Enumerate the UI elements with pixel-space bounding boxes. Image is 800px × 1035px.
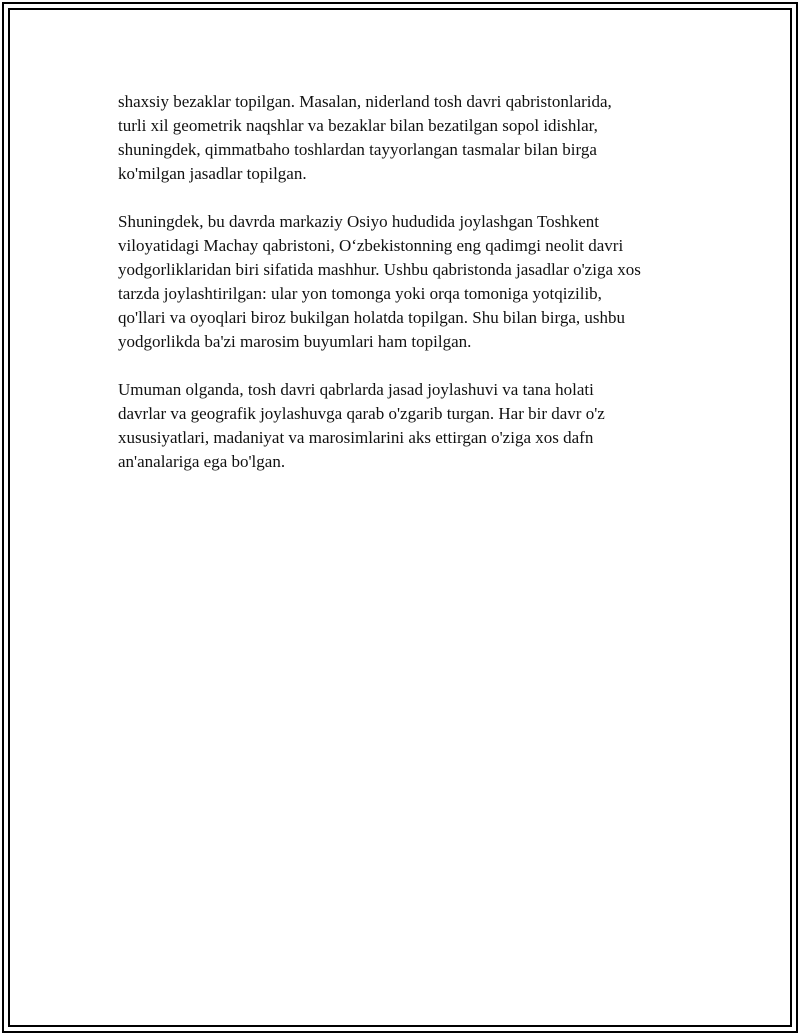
text-line: ko'milgan jasadlar topilgan.	[118, 164, 307, 183]
paragraph-1	[118, 90, 708, 186]
text-line: qo'llari va oyoqlari biroz bukilgan holatda topilgan. Shu bilan birga, ushbu	[118, 308, 625, 327]
paragraph-3	[118, 378, 708, 474]
text-line: xususiyatlari, madaniyat va marosimlarini aks ettirgan o'ziga xos dafn	[118, 428, 594, 447]
text-line: Umuman olganda, tosh davri qabrlarda jasad joylashuvi va tana holati	[118, 380, 594, 399]
text-line: an'analariga ega bo'lgan.	[118, 452, 286, 471]
text-line: tarzda joylashtirilgan: ular yon tomonga yoki orqa tomoniga yotqizilib,	[118, 284, 602, 303]
document-body	[118, 90, 708, 498]
text-line: Shuningdek, bu davrda markaziy Osiyo hududida joylashgan Toshkent	[118, 212, 600, 231]
text-line: shaxsiy bezaklar topilgan. Masalan, niderland tosh davri qabristonlarida,	[118, 92, 612, 111]
text-line: yodgorliklaridan biri sifatida mashhur. Ushbu qabristonda jasadlar o'ziga xos	[118, 260, 641, 279]
text-line: viloyatidagi Machay qabristoni, O‘zbekistonning eng qadimgi neolit davri	[118, 236, 624, 255]
text-line: shuningdek, qimmatbaho toshlardan tayyorlangan tasmalar bilan birga	[118, 140, 597, 159]
paragraph-2	[118, 210, 708, 354]
text-line: davrlar va geografik joylashuvga qarab o'zgarib turgan. Har bir davr o'z	[118, 404, 605, 423]
text-line: yodgorlikda ba'zi marosim buyumlari ham topilgan.	[118, 332, 472, 351]
text-line: turli xil geometrik naqshlar va bezaklar bilan bezatilgan sopol idishlar,	[118, 116, 598, 135]
